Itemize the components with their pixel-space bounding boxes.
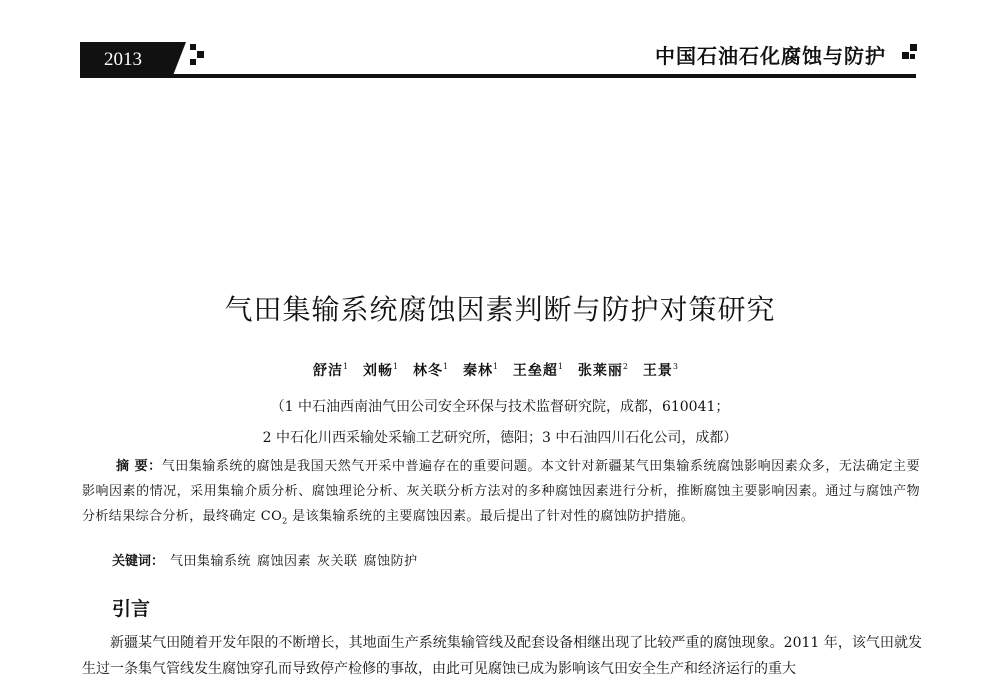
author-sup: 1 — [442, 362, 450, 372]
keyword: 腐蚀防护 — [363, 554, 418, 569]
affiliation-line-1: （1 中石油西南油气田公司安全环保与技术监督研究院，成都，610041； — [270, 399, 730, 415]
keywords — [112, 550, 418, 569]
author-name: 张莱丽 — [577, 363, 623, 379]
author-list — [0, 360, 1000, 380]
author-sup: 1 — [393, 362, 400, 372]
page-header — [80, 38, 916, 78]
affiliation-line-2: 2 中石化川西采输处采输工艺研究所，德阳；3 中石油四川石化公司，成都） — [262, 430, 738, 446]
abstract — [82, 454, 920, 534]
keywords-label: 关键词： — [112, 554, 165, 569]
keyword: 腐蚀因素 — [257, 554, 312, 569]
abstract-subscript: 2 — [282, 516, 288, 526]
keyword: 灰关联 — [317, 554, 358, 569]
author-sup: 2 — [622, 362, 629, 372]
author-sup: 1 — [557, 362, 565, 372]
header-journal-name: 中国石油石化腐蚀与防护 — [655, 44, 886, 68]
body-paragraph: 新疆某气田随着开发年限的不断增长，其地面生产系统集输管线及配套设备相继出现了比较严重的腐蚀现象。2011 年，该气田就发生过一条集气管线发生腐蚀穿孔而导致停产检修的事故，由此可见腐蚀已成为影响该气田安全生产和经济运行的重大 — [82, 635, 922, 677]
author-sup: 1 — [343, 362, 350, 372]
abstract-text-part1: 气田集输系统的腐蚀是我国天然气开采中普遍存在的重要问题。本文针对新疆某气田集输系统腐蚀影响因素众多，无法确定主要影响因素的情况，采用集输介质分析、腐蚀理论分析、灰关联分析方法对的多种腐蚀因素进行分析，推断腐蚀主要影响因素。通过与腐蚀产物分析结果综合分析，最终确定 CO — [82, 459, 920, 524]
abstract-text-part2: 是该集输系统的主要腐蚀因素。最后提出了针对性的腐蚀防护措施。 — [287, 509, 695, 524]
author-sup: 3 — [672, 362, 679, 372]
author-name: 王垒超 — [512, 363, 558, 379]
author-name: 秦林 — [462, 363, 493, 379]
keyword: 气田集输系统 — [170, 554, 252, 569]
author-name: 舒洁 — [313, 363, 344, 379]
section-heading: 引言 — [112, 598, 151, 620]
header-rule — [80, 74, 916, 78]
header-year: 2013 — [80, 42, 172, 78]
author-name: 刘畅 — [363, 363, 394, 379]
header-year-notch — [172, 42, 186, 78]
author-sup: 1 — [492, 362, 500, 372]
abstract-label: 摘 要： — [116, 459, 162, 474]
author-name: 王景 — [642, 363, 673, 379]
author-name: 林冬 — [412, 363, 443, 379]
article-title: 气田集输系统腐蚀因素判断与防护对策研究 — [224, 293, 776, 326]
